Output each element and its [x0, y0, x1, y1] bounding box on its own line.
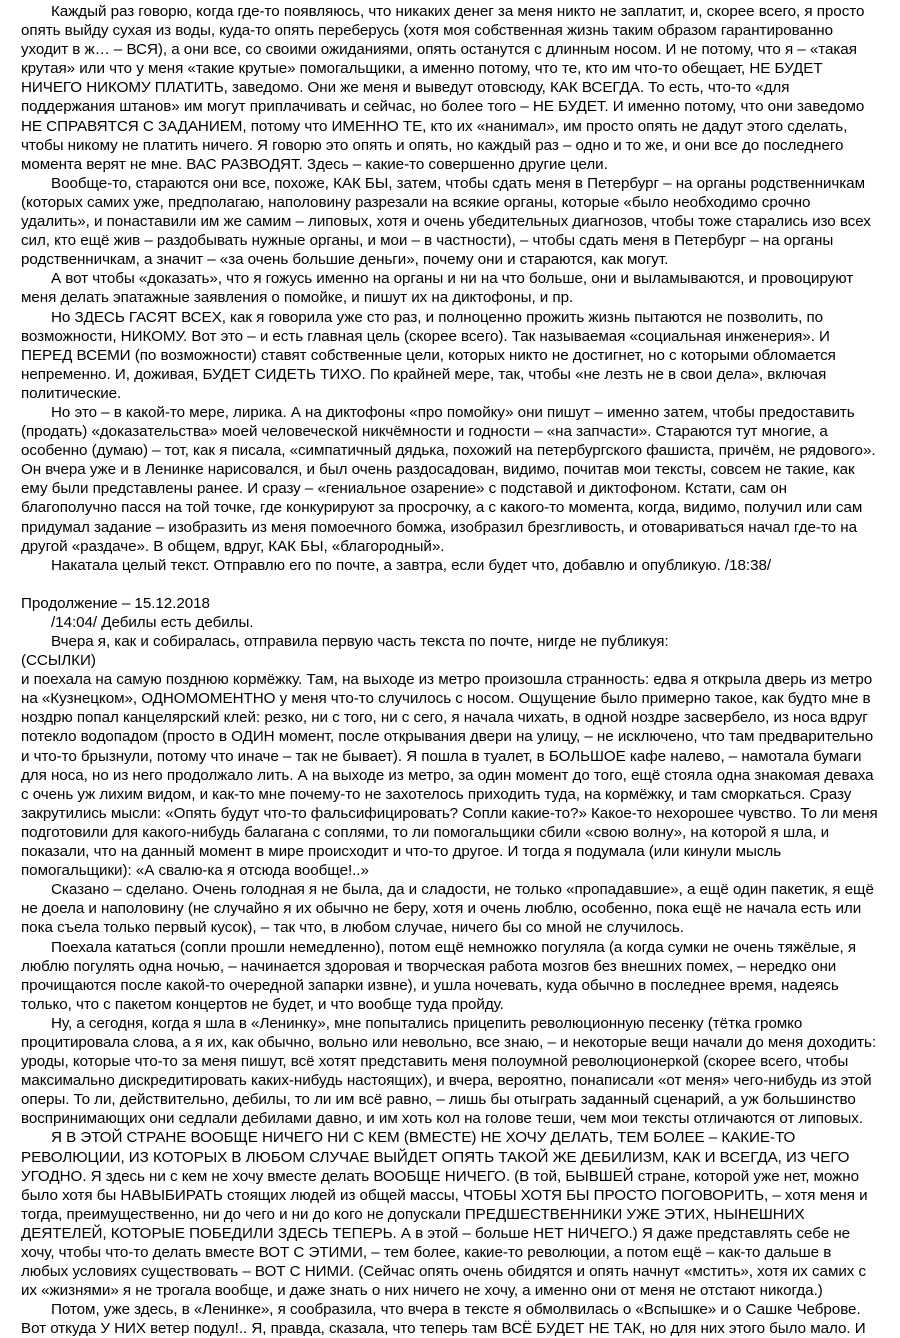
paragraph: Но ЗДЕСЬ ГАСЯТ ВСЕХ, как я говорила уже сто раз, и полноценно прожить жизнь пытаются не позволить, по возможности, НИКОМУ. Вот это – и есть главная цель (скорее всего). Так называемая «социальная инженерия». И ПЕРЕД ВСЕМИ (по возможности) ставят собственные цели, которых никто не достигнет, но с которыми обломается непременно. И, доживая, БУДЕТ СИДЕТЬ ТИХО. По крайней мере, так, чтобы «не лезть не в свои дела», включая политические. — [21, 308, 836, 402]
paragraph: Поехала кататься (сопли прошли немедленно), потом ещё немножко погуляла (а когда сумки не очень тяжёлые, я люблю погулять одна ночью, – начинается здоровая и творческая работа мозгов без внешних помех, – нередко они прочищаются после какой-то очередной запарки извне), и ушла ночевать, куда обычно в последнее время, надеясь только, что с пакетом концертов не будет, и что вообще туда пройду. — [21, 938, 857, 1013]
paragraph: и поехала на самую позднюю кормёжку. Там, на выходе из метро произошла странность: едва я открыла дверь из метро на «Кузнецком», ОДНОМОМЕНТНО у меня что-то случилось с носом. Ощущение было примерно такое, как будто мне в ноздрю попал канцелярский клей: резко, ни с того, ни с сего, я начала чихать, в одной ноздре засвербело, из носа вдруг потекло водопадом (просто в ОДИН момент, после открывания двери на улицу, – не исключено, что там предварительно и что-то брызнули, потому что иначе – так не бывает). Я пошла в туалет, в БОЛЬШОЕ кафе налево, – намотала бумаги для носа, но из него продолжало лить. А на выходе из метро, за один момент до того, ещё стояла одна знакомая деваха с очень уж лихим видом, и как-то мне почему-то не захотелось приходить туда, на кормёжку, и там сморкаться. Сразу закрутились мысли: «Опять будут что-то фальсифицировать? Сопли какие-то?» Какое-то нехорошее чувство. То ли меня подготовили для какого-нибудь балагана с соплями, то ли помогальщики сбили «свою волну», на которой я шла, и показали, что на данный момент в мире происходит и что-то другое. И тогда я подумала (или кинули мысль помогальщики): «А свалю-ка я отсюда вообще!..» — [21, 671, 878, 880]
paragraph: Но это – в какой-то мере, лирика. А на диктофоны «про помойку» они пишут – именно затем, чтобы предоставить (продать) «доказательства» моей человеческой никчёмности и годности – «на запчасти». Стараются тут многие, а особенно (думаю) – тот, как я писала, «симпатичный дядька, похожий на петербургского фашиста, причём, не рядового». Он вчера уже и в Ленинке нарисовался, и был очень раздосадован, видимо, почитав мои тексты, совсем не такие, как ему были представлены ранее. И сразу – «гениальное озарение» с подставой и диктофоном. Кстати, сам он благополучно пасся на той точке, где конкурируют за просрочку, а с какого-то момента, когда, видимо, получил или сам придумал задание – изобразить из меня помоечного бомжа, изобразил брезгливость, и отовариваться начал где-то на другой «раздаче». В общем, вдруг, КАК БЫ, «благородный». — [21, 403, 876, 555]
paragraph: Ну, а сегодня, когда я шла в «Ленинку», мне попытались прицепить революционную песенку (тётка громко процитировала слова, а я их, как обычно, вольно или невольно, все знаю, – и некоторые вещи начали до меня доходить: уроды, которые что-то за меня пишут, всё хотят представить меня полоумной революционеркой (скорее всего, чтобы максимально дискредитировать каких-нибудь настоящих), и вчера, вероятно, понаписали «от меня» чего-нибудь из этой оперы. То ли, действительно, дебилы, то ли им всё равно, – лишь бы отыграть заданный сценарий, а уж большинство воспринимающих они седлали дебилами давно, и им хоть кол на голове теши, чем мои тексты отличаются от липовых. — [21, 1014, 877, 1128]
paragraph: Сказано – сделано. Очень голодная я не была, да и сладости, не только «пропадавшие», а ещё один пакетик, я ещё не доела и наполовину (не случайно я их обычно не беру, хотя и очень люблю, особенно, пока ещё не начала есть или пока съела только первый кусок), – так что, в любом случае, ничего бы со мной не случилось. — [21, 881, 874, 937]
paragraph: А вот чтобы «доказать», что я гожусь именно на органы и ни на что больше, они и выламываются, и провоцируют меня делать эпатажные заявления о помойке, и пишут их на диктофоны, и пр. — [21, 270, 854, 307]
paragraph: Я В ЭТОЙ СТРАНЕ ВООБЩЕ НИЧЕГО НИ С КЕМ (ВМЕСТЕ) НЕ ХОЧУ ДЕЛАТЬ, ТЕМ БОЛЕЕ – КАКИЕ-ТО РЕВОЛЮЦИИ, ИЗ КОТОРЫХ В ЛЮБОМ СЛУЧАЕ ВЫЙДЕТ ОПЯТЬ ТАКОЙ ЖЕ ДЕБИЛИЗМ, КАК И ВСЕГДА, ИЗ ЧЕГО УГОДНО. Я здесь ни с кем не хочу вместе делать ВООБЩЕ НИЧЕГО. (В той, БЫВШЕЙ стране, которой уже нет, можно было хотя бы НАВЫБИРАТЬ стоящих людей из общей массы, ЧТОБЫ ХОТЯ БЫ ПРОСТО ПОГОВОРИТЬ, – хотя меня и тогда, преимущественно, ни до чего и ни до кого не допускали ПРЕДШЕСТВЕННИКИ УЖЕ ЭТИХ, НЫНЕШНИХ ДЕЯТЕЛЕЙ, КОТОРЫЕ ПОБЕДИЛИ ЗДЕСЬ ТЕПЕРЬ. А в этой – больше НЕТ НИЧЕГО.) Я даже представлять себе не хочу, чтобы что-то делать вместе ВОТ С ЭТИМИ, – тем более, какие-то революции, а потом ещё – как-то дальше в любых условиях существовать – ВОТ С НИМИ. (Сейчас опять очень обидятся и опять начнут «мстить», хотя их самих с их «жизнями» я не трогала вообще, и даже знать о них ничего не хочу, а именно они от меня не отстают никогда.) — [21, 1129, 868, 1300]
paragraph: Каждый раз говорю, когда где-то появляюсь, что никаких денег за меня никто не заплатит, и, скорее всего, я просто опять выйду сухая из воды, куда-то опять переберусь (хотя моя собственная жизнь таким образом гарантированно уходит в ж… – ВСЯ), а они все, со своими ожиданиями, опять останутся с длинным носом. И не потому, что я – «такая крутая» или что у меня «такие крутые» помогальщики, а именно потому, что те, кто им что-то обещает, НЕ БУДЕТ НИЧЕГО НИКОМУ ПЛАТИТЬ, заведомо. Они же меня и выведут отовсюду, КАК ВСЕГДА. То есть, что-то «для поддержания штанов» им могут приплачивать и сейчас, но более того – НЕ БУДЕТ. И именно потому, что они заведомо НЕ СПРАВЯТСЯ С ЗАДАНИЕМ, потому что ИМЕННО ТЕ, кто их «нанимал», им просто опять не дадут этого сделать, чтобы никому не платить ничего. Я говорю это опять и опять, но каждый раз – одно и то же, и они все до последнего момента верят не мне. ВАС РАЗВОДЯТ. Здесь – какие-то совершенно другие цели. — [21, 3, 865, 173]
links-placeholder: (ССЫЛКИ) — [21, 652, 96, 670]
paragraph: Потом, уже здесь, в «Ленинке», я сообразила, что вчера в тексте я обмолвилась о «Вспышке» и о Сашке Чеброве. Вот откуда У НИХ ветер подул!.. Я, правда, сказала, что теперь там ВСЁ БУДЕТ НЕ ТАК, но для них этого было мало. И — [21, 1301, 866, 1338]
timestamp-line: /14:04/ Дебилы есть дебилы. — [51, 613, 254, 631]
paragraph: Вчера я, как и собиралась, отправила первую часть текста по почте, нигде не публикуя: — [51, 633, 669, 650]
paragraph: Накатала целый текст. Отправлю его по почте, а завтра, если будет что, добавлю и опубликую. /18:38/ — [51, 556, 772, 574]
paragraph: Вообще-то, стараются они все, похоже, КАК БЫ, затем, чтобы сдать меня в Петербург – на органы родственничкам (которых самих уже, предполагаю, наполовину разрезали на всякие органы, которые «было необходимо срочно удалить», и понаставили им же самим – липовых, хотя и очень убедительных диагнозов, чтобы тоже старались изо всех сил, кто ещё жив – раздобывать нужные органы, и мои – в частности), – чтобы сдать меня в Петербург – на органы родственничкам, а значит – «за очень большие деньги», почему они и стараются, как могут. — [21, 174, 871, 269]
section-heading: Продолжение – 15.12.2018 — [21, 594, 210, 612]
